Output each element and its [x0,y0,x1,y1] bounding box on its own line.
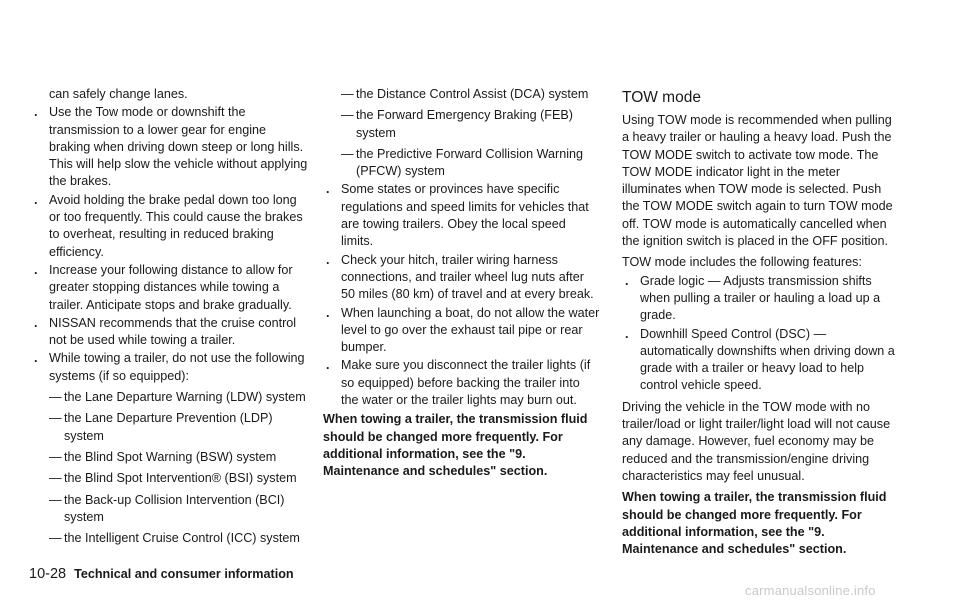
sub-item [31,410,308,445]
bullet-item [31,350,308,385]
dash-marker: — [49,411,62,426]
bullet-text: Check your hitch, trailer wiring harness connections, and trailer wheel lug nuts after 50 miles (80 km) of travel and at every break. [341,252,594,302]
bullet-item [622,326,899,395]
bullet-item [31,262,308,314]
bullet-marker: . [34,262,38,277]
bullet-text: Use the Tow mode or downshift the transmission to a lower gear for engine braking when driving down steep or long hills. This will help slow the vehicle without applying the brakes. [49,105,308,189]
bullet-marker: . [34,192,38,207]
bullet-text: Grade logic — Adjusts transmission shifts when pulling a trailer or hauling a load up a grade. [640,273,881,323]
dash-marker: — [341,87,354,101]
bullet-marker: . [625,326,629,341]
paragraph: Using TOW mode is recommended when pulling a heavy trailer or hauling a heavy load. Push the TOW MODE switch to activate tow mode. The TOW MODE indicator light in the meter illuminates when TOW mode is selected. Push the TOW MODE switch again to turn TOW mode off. TOW mode is automatically cancelled when the ignition switch is placed in the OFF position. [622,113,893,249]
bullet-text: Make sure you disconnect the trailer lights (if so equipped) before backing the trailer into the water or the trailer lights may burn out. [341,358,591,408]
sub-item [31,389,308,406]
dash-marker: — [49,449,62,464]
bullet-text: While towing a trailer, do not use the following systems (if so equipped): [49,351,305,383]
sub-item [323,146,600,181]
bullet-text: NISSAN recommends that the cruise control not be used while towing a trailer. [49,315,297,348]
transmission-fluid-warning: When towing a trailer, the transmission fluid should be changed more frequently. For additional information, see the "9. Maintenance and schedules" section. [622,490,887,557]
bullet-item [323,357,600,409]
bullet-item [323,305,600,357]
bullet-item [31,104,308,190]
bullet-item [622,273,899,325]
bullet-text: When launching a boat, do not allow the water level to go over the exhaust tail pipe or rear bumper. [341,305,600,355]
left-column [31,86,308,547]
bullet-marker: . [326,358,330,373]
section-heading: TOW mode [622,89,701,106]
paragraph: TOW mode includes the following features: [622,255,862,270]
bullet-marker: . [326,252,330,267]
bullet-item [323,252,600,304]
bullet-item [31,192,308,261]
sub-item [31,492,308,527]
sub-item-text: the Intelligent Cruise Control (ICC) system [64,531,300,546]
sub-item-text: the Blind Spot Intervention® (BSI) system [64,471,297,486]
sub-item-text: the Lane Departure Warning (LDW) system [64,390,306,405]
sub-item [31,449,308,466]
bullet-marker: . [625,273,629,288]
dash-marker: — [49,390,62,405]
middle-column [323,86,600,481]
sub-item [323,107,600,142]
sub-item-text: the Predictive Forward Collision Warning (PFCW) system [356,146,584,179]
sub-item-text: the Lane Departure Prevention (LDP) system [64,411,273,443]
right-column [622,86,899,558]
bullet-marker: . [326,182,330,197]
watermark: carmanualsonline.info [745,583,876,598]
transmission-fluid-warning: When towing a trailer, the transmission fluid should be changed more frequently. For additional information, see the "9. Maintenance and schedules" section. [323,412,588,479]
bullet-marker: . [34,351,38,366]
bullet-marker: . [34,105,38,120]
bullet-item [31,315,308,350]
sub-item-text: the Forward Emergency Braking (FEB) system [356,108,573,140]
bullet-text: Some states or provinces have specific regulations and speed limits for vehicles that are towing trailers. Obey the local speed limits. [341,182,589,249]
sub-item [31,470,308,487]
dash-marker: — [49,471,62,486]
bullet-marker: . [326,305,330,320]
footer-section-title: Technical and consumer information [74,567,294,581]
bullet-text: Avoid holding the brake pedal down too long or too frequently. This could cause the brakes to overheat, resulting in reduced braking efficiency. [49,192,303,259]
paragraph: Driving the vehicle in the TOW mode with no trailer/load or light trailer/light load will not cause any damage. However, fuel economy may be reduced and the transmission/engine driving characteristics may feel unusual. [622,399,891,483]
dash-marker: — [49,531,62,546]
bullet-text: Increase your following distance to allow for greater stopping distances while towing a trailer. Anticipate stops and brake gradually. [49,262,293,312]
bullet-text: Downhill Speed Control (DSC) — automatically downshifts when driving down a grade with a trailer or heavy load to help control vehicle speed. [640,326,895,393]
sub-item [323,86,600,103]
sub-item-text: the Blind Spot Warning (BSW) system [64,449,277,464]
sub-item-text: the Back-up Collision Intervention (BCI) system [64,492,285,524]
sub-item [31,530,308,547]
dash-marker: — [341,108,354,123]
bullet-marker: . [34,315,38,330]
sub-item-text: the Distance Control Assist (DCA) system [356,87,589,101]
bullet-item [323,181,600,250]
dash-marker: — [49,492,62,507]
continued-text: can safely change lanes. [49,87,188,101]
dash-marker: — [341,146,354,161]
page-number: 10-28 [29,566,67,582]
page-footer [29,565,294,583]
